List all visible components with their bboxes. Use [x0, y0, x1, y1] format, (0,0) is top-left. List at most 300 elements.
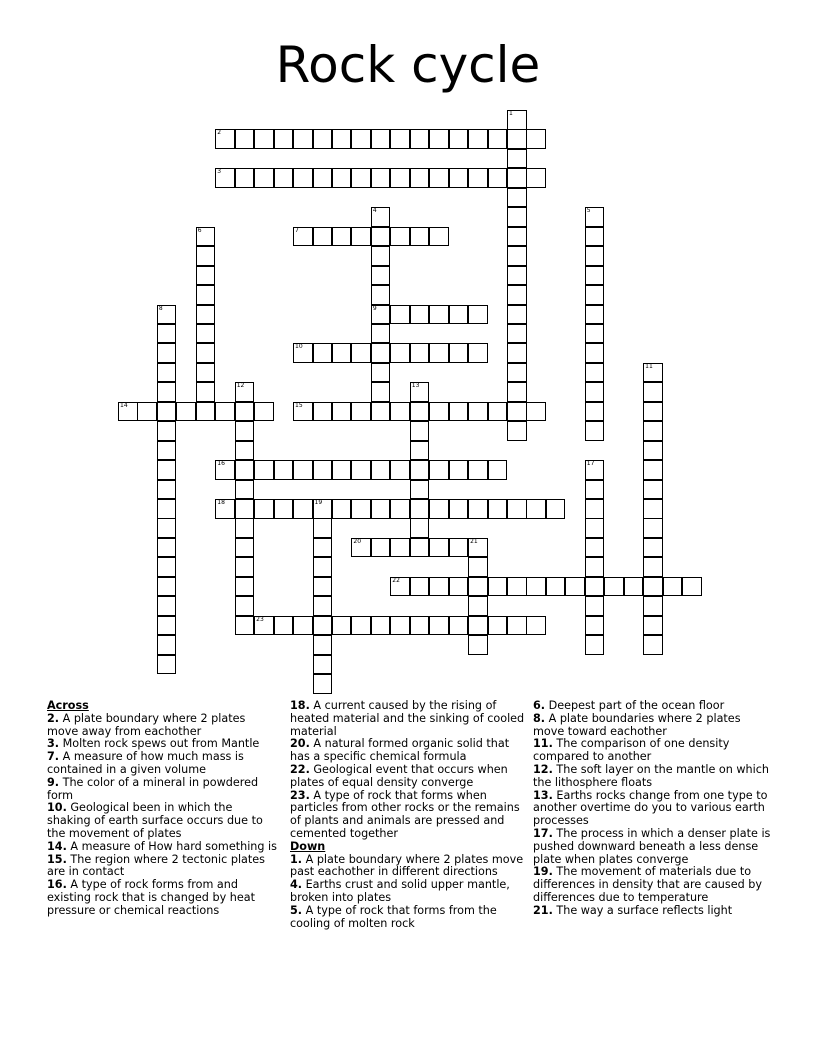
grid-cell[interactable] — [313, 460, 333, 480]
grid-cell[interactable] — [371, 343, 391, 363]
clue-number: 12. — [533, 762, 553, 776]
grid-cell[interactable] — [468, 343, 488, 363]
grid-cell[interactable] — [507, 168, 527, 188]
grid-cell[interactable] — [332, 168, 352, 188]
grid-cell[interactable] — [507, 266, 527, 286]
grid-cell[interactable] — [585, 305, 605, 325]
down-clue — [290, 854, 528, 880]
grid-cell[interactable] — [429, 305, 449, 325]
grid-cell[interactable] — [157, 577, 177, 597]
grid-cell[interactable] — [410, 305, 430, 325]
grid-cell[interactable] — [313, 538, 333, 558]
grid-cell[interactable] — [488, 402, 508, 422]
grid-cell[interactable] — [293, 168, 313, 188]
grid-cell[interactable] — [332, 499, 352, 519]
grid-cell[interactable] — [507, 343, 527, 363]
grid-cell[interactable] — [371, 382, 391, 402]
grid-cell[interactable] — [390, 343, 410, 363]
across-clue — [47, 713, 279, 739]
grid-cell[interactable] — [293, 227, 313, 247]
clue-text: A measure of How hard something is — [70, 839, 277, 853]
grid-cell[interactable] — [235, 382, 255, 402]
grid-cell[interactable] — [215, 460, 235, 480]
grid-cell[interactable] — [643, 538, 663, 558]
grid-cell[interactable] — [410, 616, 430, 636]
clue-number-label: 2 — [217, 129, 222, 137]
grid-cell[interactable] — [390, 577, 410, 597]
grid-cell[interactable] — [468, 577, 488, 597]
grid-cell[interactable] — [410, 499, 430, 519]
grid-cell[interactable] — [585, 266, 605, 286]
grid-cell[interactable] — [585, 402, 605, 422]
grid-cell[interactable] — [507, 363, 527, 383]
grid-cell[interactable] — [585, 557, 605, 577]
grid-cell[interactable] — [449, 460, 469, 480]
grid-cell[interactable] — [351, 538, 371, 558]
grid-cell[interactable] — [526, 402, 546, 422]
grid-cell[interactable] — [196, 266, 216, 286]
grid-cell[interactable] — [196, 246, 216, 266]
grid-cell[interactable] — [215, 499, 235, 519]
grid-cell[interactable] — [351, 460, 371, 480]
grid-cell[interactable] — [371, 363, 391, 383]
grid-cell[interactable] — [390, 538, 410, 558]
grid-cell[interactable] — [507, 129, 527, 149]
grid-cell[interactable] — [526, 129, 546, 149]
grid-cell[interactable] — [488, 460, 508, 480]
clue-number: 6. — [533, 699, 546, 712]
grid-cell[interactable] — [157, 343, 177, 363]
grid-cell[interactable] — [351, 168, 371, 188]
grid-cell[interactable] — [468, 557, 488, 577]
grid-cell[interactable] — [449, 499, 469, 519]
grid-cell[interactable] — [254, 499, 274, 519]
grid-cell[interactable] — [507, 305, 527, 325]
grid-cell[interactable] — [235, 460, 255, 480]
grid-cell[interactable] — [137, 402, 157, 422]
grid-cell[interactable] — [157, 557, 177, 577]
grid-cell[interactable] — [507, 324, 527, 344]
grid-cell[interactable] — [313, 557, 333, 577]
grid-cell[interactable] — [410, 382, 430, 402]
grid-cell[interactable] — [332, 129, 352, 149]
grid-cell[interactable] — [371, 227, 391, 247]
grid-cell[interactable] — [643, 460, 663, 480]
grid-cell[interactable] — [585, 227, 605, 247]
grid-cell[interactable] — [410, 460, 430, 480]
grid-cell[interactable] — [371, 207, 391, 227]
grid-cell[interactable] — [468, 616, 488, 636]
grid-cell[interactable] — [351, 129, 371, 149]
grid-cell[interactable] — [293, 129, 313, 149]
grid-cell[interactable] — [196, 382, 216, 402]
grid-cell[interactable] — [293, 402, 313, 422]
grid-cell[interactable] — [429, 343, 449, 363]
down-clue — [533, 713, 773, 739]
across-clue — [290, 700, 528, 738]
grid-cell[interactable] — [196, 227, 216, 247]
grid-cell[interactable] — [157, 382, 177, 402]
grid-cell[interactable] — [546, 577, 566, 597]
grid-cell[interactable] — [157, 460, 177, 480]
grid-cell[interactable] — [507, 421, 527, 441]
grid-cell[interactable] — [196, 324, 216, 344]
grid-cell[interactable] — [351, 343, 371, 363]
grid-cell[interactable] — [507, 227, 527, 247]
grid-cell[interactable] — [157, 635, 177, 655]
grid-cell[interactable] — [313, 635, 333, 655]
grid-cell[interactable] — [235, 499, 255, 519]
grid-cell[interactable] — [313, 596, 333, 616]
grid-cell[interactable] — [371, 402, 391, 422]
grid-cell[interactable] — [488, 499, 508, 519]
grid-cell[interactable] — [215, 402, 235, 422]
grid-cell[interactable] — [215, 129, 235, 149]
grid-cell[interactable] — [196, 402, 216, 422]
clue-text: The comparison of one density compared to another — [533, 737, 730, 764]
grid-cell[interactable] — [157, 363, 177, 383]
grid-cell[interactable] — [507, 577, 527, 597]
grid-cell[interactable] — [313, 616, 333, 636]
across-clue — [47, 777, 279, 803]
grid-cell[interactable] — [390, 168, 410, 188]
grid-cell[interactable] — [507, 246, 527, 266]
grid-cell[interactable] — [313, 129, 333, 149]
grid-cell[interactable] — [507, 110, 527, 130]
grid-cell[interactable] — [196, 285, 216, 305]
clue-text: A measure of how much mass is contained in a given volume — [47, 750, 244, 776]
grid-cell[interactable] — [449, 168, 469, 188]
grid-cell[interactable] — [429, 227, 449, 247]
clue-number: 4. — [290, 878, 303, 892]
grid-cell[interactable] — [410, 577, 430, 597]
grid-cell[interactable] — [468, 168, 488, 188]
clue-text: A current caused by the rising of heated material and the sinking of cooled material — [290, 699, 525, 738]
grid-cell[interactable] — [157, 324, 177, 344]
clue-text: A type of rock that forms from the cooling of molten rock — [290, 903, 497, 930]
grid-cell[interactable] — [410, 518, 430, 538]
grid-cell[interactable] — [585, 499, 605, 519]
grid-cell[interactable] — [351, 402, 371, 422]
grid-cell[interactable] — [526, 499, 546, 519]
grid-cell[interactable] — [157, 518, 177, 538]
grid-cell[interactable] — [371, 460, 391, 480]
grid-cell[interactable] — [274, 616, 294, 636]
grid-cell[interactable] — [643, 616, 663, 636]
grid-cell[interactable] — [313, 227, 333, 247]
grid-cell[interactable] — [390, 460, 410, 480]
grid-cell[interactable] — [313, 402, 333, 422]
grid-cell[interactable] — [235, 577, 255, 597]
grid-cell[interactable] — [235, 616, 255, 636]
grid-cell[interactable] — [468, 402, 488, 422]
grid-cell[interactable] — [313, 674, 333, 694]
grid-cell[interactable] — [235, 596, 255, 616]
grid-cell[interactable] — [526, 577, 546, 597]
grid-cell[interactable] — [390, 616, 410, 636]
clue-number: 19. — [533, 865, 553, 879]
grid-cell[interactable] — [235, 480, 255, 500]
grid-cell[interactable] — [293, 343, 313, 363]
grid-cell[interactable] — [507, 149, 527, 169]
grid-cell[interactable] — [507, 499, 527, 519]
grid-cell[interactable] — [254, 168, 274, 188]
grid-cell[interactable] — [488, 577, 508, 597]
grid-cell[interactable] — [468, 129, 488, 149]
grid-cell[interactable] — [371, 168, 391, 188]
grid-cell[interactable] — [157, 441, 177, 461]
across-clue — [47, 879, 279, 917]
grid-cell[interactable] — [157, 480, 177, 500]
clue-number: 5. — [290, 903, 303, 917]
grid-cell[interactable] — [449, 402, 469, 422]
grid-cell[interactable] — [410, 441, 430, 461]
grid-cell[interactable] — [332, 616, 352, 636]
grid-cell[interactable] — [585, 480, 605, 500]
grid-cell[interactable] — [429, 460, 449, 480]
grid-cell[interactable] — [468, 635, 488, 655]
grid-cell[interactable] — [390, 305, 410, 325]
grid-cell[interactable] — [643, 557, 663, 577]
grid-cell[interactable] — [332, 402, 352, 422]
grid-cell[interactable] — [585, 518, 605, 538]
clue-text: A plate boundary where 2 plates move away from eachother — [47, 711, 246, 738]
grid-cell[interactable] — [235, 441, 255, 461]
grid-cell[interactable] — [410, 129, 430, 149]
grid-cell[interactable] — [585, 616, 605, 636]
grid-cell[interactable] — [546, 499, 566, 519]
grid-cell[interactable] — [390, 227, 410, 247]
grid-cell[interactable] — [488, 129, 508, 149]
grid-cell[interactable] — [507, 188, 527, 208]
grid-cell[interactable] — [332, 343, 352, 363]
clue-number-label: 11 — [645, 362, 653, 370]
grid-cell[interactable] — [215, 168, 235, 188]
grid-cell[interactable] — [274, 168, 294, 188]
grid-cell[interactable] — [449, 577, 469, 597]
grid-cell[interactable] — [585, 635, 605, 655]
grid-cell[interactable] — [332, 227, 352, 247]
clue-number-label: 6 — [197, 226, 202, 234]
grid-cell[interactable] — [235, 168, 255, 188]
down-clue — [533, 790, 773, 828]
grid-cell[interactable] — [293, 460, 313, 480]
grid-cell[interactable] — [274, 499, 294, 519]
grid-cell[interactable] — [371, 538, 391, 558]
grid-cell[interactable] — [507, 616, 527, 636]
grid-cell[interactable] — [643, 363, 663, 383]
grid-cell[interactable] — [371, 246, 391, 266]
clue-number: 10. — [47, 801, 67, 815]
grid-cell[interactable] — [410, 538, 430, 558]
clue-number-label: 14 — [120, 401, 128, 409]
down-clue — [533, 738, 773, 764]
grid-cell[interactable] — [157, 655, 177, 675]
grid-cell[interactable] — [585, 538, 605, 558]
grid-cell[interactable] — [410, 480, 430, 500]
grid-cell[interactable] — [585, 577, 605, 597]
grid-cell[interactable] — [585, 460, 605, 480]
grid-cell[interactable] — [507, 285, 527, 305]
grid-cell[interactable] — [449, 129, 469, 149]
grid-cell[interactable] — [313, 168, 333, 188]
grid-cell[interactable] — [429, 168, 449, 188]
grid-cell[interactable] — [235, 129, 255, 149]
grid-cell[interactable] — [313, 518, 333, 538]
grid-cell[interactable] — [429, 616, 449, 636]
clue-number-label: 7 — [295, 226, 299, 234]
grid-cell[interactable] — [157, 538, 177, 558]
grid-cell[interactable] — [371, 499, 391, 519]
grid-cell[interactable] — [585, 421, 605, 441]
grid-cell[interactable] — [585, 285, 605, 305]
grid-cell[interactable] — [235, 557, 255, 577]
grid-cell[interactable] — [526, 168, 546, 188]
grid-cell[interactable] — [663, 577, 683, 597]
grid-cell[interactable] — [410, 227, 430, 247]
grid-cell[interactable] — [118, 402, 138, 422]
grid-cell[interactable] — [176, 402, 196, 422]
grid-cell[interactable] — [429, 538, 449, 558]
grid-cell[interactable] — [390, 402, 410, 422]
clue-text: A type of rock that forms when particles from other rocks or the remains of plants and animals are pressed and cemented together — [290, 788, 520, 840]
grid-cell[interactable] — [585, 207, 605, 227]
grid-cell[interactable] — [624, 577, 644, 597]
grid-cell[interactable] — [371, 266, 391, 286]
grid-cell[interactable] — [526, 616, 546, 636]
grid-cell[interactable] — [410, 421, 430, 441]
grid-cell[interactable] — [351, 227, 371, 247]
grid-cell[interactable] — [565, 577, 585, 597]
across-clue — [290, 738, 528, 764]
grid-cell[interactable] — [585, 382, 605, 402]
grid-cell[interactable] — [235, 402, 255, 422]
grid-cell[interactable] — [235, 538, 255, 558]
grid-cell[interactable] — [643, 596, 663, 616]
grid-cell[interactable] — [313, 655, 333, 675]
grid-cell[interactable] — [643, 480, 663, 500]
grid-cell[interactable] — [643, 441, 663, 461]
grid-cell[interactable] — [371, 616, 391, 636]
grid-cell[interactable] — [313, 577, 333, 597]
grid-cell[interactable] — [254, 616, 274, 636]
grid-cell[interactable] — [274, 460, 294, 480]
grid-cell[interactable] — [410, 343, 430, 363]
grid-cell[interactable] — [449, 616, 469, 636]
grid-cell[interactable] — [643, 518, 663, 538]
grid-cell[interactable] — [157, 402, 177, 422]
grid-cell[interactable] — [351, 499, 371, 519]
grid-cell[interactable] — [468, 538, 488, 558]
grid-cell[interactable] — [390, 129, 410, 149]
grid-cell[interactable] — [371, 305, 391, 325]
grid-cell[interactable] — [585, 324, 605, 344]
grid-cell[interactable] — [254, 402, 274, 422]
grid-cell[interactable] — [488, 616, 508, 636]
grid-cell[interactable] — [157, 421, 177, 441]
grid-cell[interactable] — [468, 499, 488, 519]
clue-number-label: 3 — [217, 168, 222, 176]
grid-cell[interactable] — [196, 305, 216, 325]
grid-cell[interactable] — [449, 538, 469, 558]
grid-cell[interactable] — [351, 616, 371, 636]
grid-cell[interactable] — [604, 577, 624, 597]
grid-cell[interactable] — [235, 518, 255, 538]
grid-cell[interactable] — [643, 577, 663, 597]
down-clue — [290, 879, 528, 905]
grid-cell[interactable] — [196, 363, 216, 383]
grid-cell[interactable] — [507, 207, 527, 227]
grid-cell[interactable] — [313, 343, 333, 363]
grid-cell[interactable] — [313, 499, 333, 519]
grid-cell[interactable] — [390, 499, 410, 519]
grid-cell[interactable] — [371, 324, 391, 344]
grid-cell[interactable] — [157, 596, 177, 616]
clue-number-label: 17 — [586, 460, 595, 468]
clue-number: 13. — [533, 788, 553, 802]
grid-cell[interactable] — [254, 460, 274, 480]
grid-cell[interactable] — [643, 382, 663, 402]
grid-cell[interactable] — [410, 402, 430, 422]
grid-cell[interactable] — [429, 577, 449, 597]
grid-cell[interactable] — [585, 246, 605, 266]
clue-text: The way a surface reflects light — [556, 903, 733, 917]
clue-text: A plate boundaries where 2 plates move toward eachother — [533, 711, 741, 738]
grid-cell[interactable] — [468, 305, 488, 325]
grid-cell[interactable] — [585, 343, 605, 363]
grid-cell[interactable] — [196, 343, 216, 363]
grid-cell[interactable] — [429, 129, 449, 149]
grid-cell[interactable] — [643, 499, 663, 519]
grid-cell[interactable] — [157, 499, 177, 519]
grid-cell[interactable] — [410, 168, 430, 188]
grid-cell[interactable] — [643, 402, 663, 422]
grid-cell[interactable] — [643, 635, 663, 655]
grid-cell[interactable] — [682, 577, 702, 597]
grid-cell[interactable] — [643, 421, 663, 441]
grid-cell[interactable] — [507, 402, 527, 422]
clue-number: 3. — [47, 737, 60, 751]
clue-number-label: 19 — [314, 499, 323, 506]
grid-cell[interactable] — [157, 616, 177, 636]
grid-cell[interactable] — [585, 596, 605, 616]
grid-cell[interactable] — [371, 129, 391, 149]
grid-cell[interactable] — [585, 363, 605, 383]
clue-text: Molten rock spews out from Mantle — [62, 737, 260, 751]
clue-number-label: 22 — [392, 576, 400, 584]
grid-cell[interactable] — [449, 343, 469, 363]
grid-cell[interactable] — [235, 421, 255, 441]
grid-cell[interactable] — [332, 460, 352, 480]
grid-cell[interactable] — [371, 285, 391, 305]
grid-cell[interactable] — [429, 402, 449, 422]
grid-cell[interactable] — [488, 168, 508, 188]
grid-cell[interactable] — [468, 460, 488, 480]
grid-cell[interactable] — [429, 499, 449, 519]
clue-number-label: 4 — [372, 207, 377, 215]
grid-cell[interactable] — [468, 596, 488, 616]
grid-cell[interactable] — [254, 129, 274, 149]
grid-cell[interactable] — [449, 305, 469, 325]
grid-cell[interactable] — [293, 499, 313, 519]
grid-cell[interactable] — [507, 382, 527, 402]
grid-cell[interactable] — [274, 129, 294, 149]
clue-text: Earths crust and solid upper mantle, broken into plates — [290, 878, 510, 904]
clue-number: 7. — [47, 750, 60, 764]
grid-cell[interactable] — [293, 616, 313, 636]
grid-cell[interactable] — [157, 305, 177, 325]
clue-number: 9. — [47, 775, 60, 789]
